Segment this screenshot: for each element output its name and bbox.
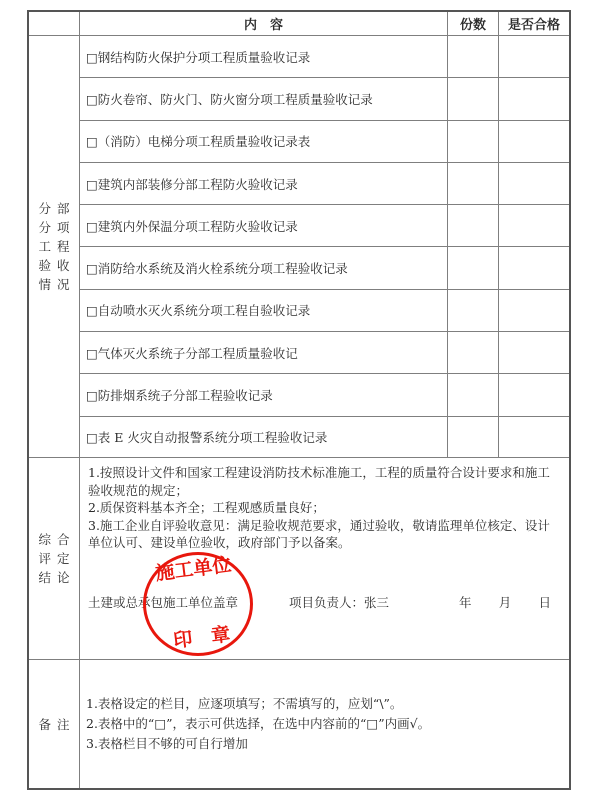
- copies-cell[interactable]: [448, 121, 499, 162]
- checklist-row: [80, 247, 569, 289]
- checklist-item-text[interactable]: □（消防）电梯分项工程质量验收记录表: [80, 121, 448, 162]
- checklist-row: [80, 163, 569, 205]
- checklist-item-text[interactable]: □建筑内部装修分部工程防火验收记录: [80, 163, 448, 204]
- qualified-cell[interactable]: [499, 36, 569, 77]
- checklist-row: [80, 78, 569, 120]
- copies-cell[interactable]: [448, 374, 499, 415]
- checklist-rows: [80, 36, 569, 458]
- checklist-item-text[interactable]: □气体灭火系统子分部工程质量验收记: [80, 332, 448, 373]
- checklist-row: [80, 36, 569, 78]
- section-label-line: 结论: [38, 570, 76, 585]
- checklist-item-text[interactable]: □自动喷水灭火系统分项工程自验收记录: [80, 290, 448, 331]
- checklist-row: [80, 290, 569, 332]
- section-label-line: 验收: [38, 258, 76, 273]
- remark-note: 2.表格中的“□”，表示可供选择，在选中内容前的“□”内画√。: [86, 716, 431, 731]
- checklist-item-text[interactable]: □建筑内外保温分项工程防火验收记录: [80, 205, 448, 246]
- qualified-cell[interactable]: [499, 290, 569, 331]
- qualified-cell[interactable]: [499, 121, 569, 162]
- checklist-item-text[interactable]: □消防给水系统及消火栓系统分项工程验收记录: [80, 247, 448, 288]
- remark-note: 1.表格设定的栏目，应逐项填写；不需填写的，应划“\”。: [86, 696, 403, 711]
- checklist-item-text[interactable]: □防排烟系统子分部工程验收记录: [80, 374, 448, 415]
- checklist-item-text[interactable]: □防火卷帘、防火门、防火窗分项工程质量验收记录: [80, 78, 448, 119]
- date-labels: [459, 594, 551, 612]
- project-manager-label: 项目负责人：张三: [289, 595, 390, 610]
- section-label-remarks: [29, 660, 80, 788]
- section-subitem-acceptance: [29, 36, 569, 458]
- qualified-cell[interactable]: [499, 205, 569, 246]
- section-label-line: 评定: [38, 551, 76, 566]
- section-overall-conclusion: [29, 458, 569, 660]
- section-label-line: 分部: [38, 201, 76, 216]
- checklist-row: [80, 121, 569, 163]
- checklist-item-text[interactable]: □表 E 火灾自动报警系统分项工程验收记录: [80, 417, 448, 458]
- copies-cell[interactable]: [448, 247, 499, 288]
- section-remarks: [29, 660, 569, 788]
- section-label-overall-conclusion: [29, 458, 80, 659]
- section-label-line: 分项: [38, 220, 76, 235]
- section-label-line: 综合: [38, 532, 76, 547]
- header-empty-cell: [29, 12, 80, 35]
- day-label: 日: [538, 595, 551, 610]
- month-label: 月: [498, 595, 512, 610]
- remark-note: 3.表格栏目不够的可自行增加: [86, 736, 248, 751]
- section-label-subitem-acceptance: [29, 36, 80, 457]
- copies-cell[interactable]: [448, 205, 499, 246]
- header-content: 内 容: [80, 12, 448, 35]
- checklist-item-text[interactable]: □钢结构防火保护分项工程质量验收记录: [80, 36, 448, 77]
- qualified-cell[interactable]: [499, 417, 569, 458]
- section-label-line: 情况: [38, 277, 76, 292]
- conclusion-paragraph: 1.按照设计文件和国家工程建设消防技术标准施工，工程的质量符合设计要求和施工验收规范的规定；: [88, 465, 550, 498]
- copies-cell[interactable]: [448, 332, 499, 373]
- qualified-cell[interactable]: [499, 78, 569, 119]
- header-copies: 份数: [448, 12, 499, 35]
- red-company-seal: [143, 552, 253, 656]
- checklist-row: [80, 332, 569, 374]
- table-header-row: [29, 12, 569, 36]
- copies-cell[interactable]: [448, 78, 499, 119]
- seal-line1: 施工单位: [154, 553, 233, 585]
- conclusion-paragraph: 2.质保资料基本齐全；工程观感质量良好；: [88, 500, 325, 515]
- copies-cell[interactable]: [448, 36, 499, 77]
- remarks-notes: [80, 660, 569, 788]
- acceptance-record-table: [27, 10, 571, 790]
- copies-cell[interactable]: [448, 290, 499, 331]
- copies-cell[interactable]: [448, 163, 499, 204]
- qualified-cell[interactable]: [499, 332, 569, 373]
- checklist-row: [80, 205, 569, 247]
- conclusion-paragraph: 3.施工企业自评验收意见：满足验收规范要求，通过验收，敬请监理单位核定、设计单位认可、建设单位验收，政府部门予以备案。: [88, 517, 550, 550]
- qualified-cell[interactable]: [499, 163, 569, 204]
- seal-line2: 印 章: [172, 623, 232, 653]
- copies-cell[interactable]: [448, 417, 499, 458]
- checklist-row: [80, 374, 569, 416]
- remarks-label: 备注: [38, 716, 76, 732]
- header-qualified: 是否合格: [507, 18, 560, 33]
- conclusion-content-cell: [80, 458, 569, 659]
- checklist-row: [80, 417, 569, 458]
- year-label: 年: [459, 595, 472, 610]
- qualified-cell[interactable]: [499, 374, 569, 415]
- qualified-cell[interactable]: [499, 247, 569, 288]
- unit-seal-label: 土建或总承包施工单位盖章: [88, 595, 239, 610]
- section-label-line: 工程: [38, 239, 76, 254]
